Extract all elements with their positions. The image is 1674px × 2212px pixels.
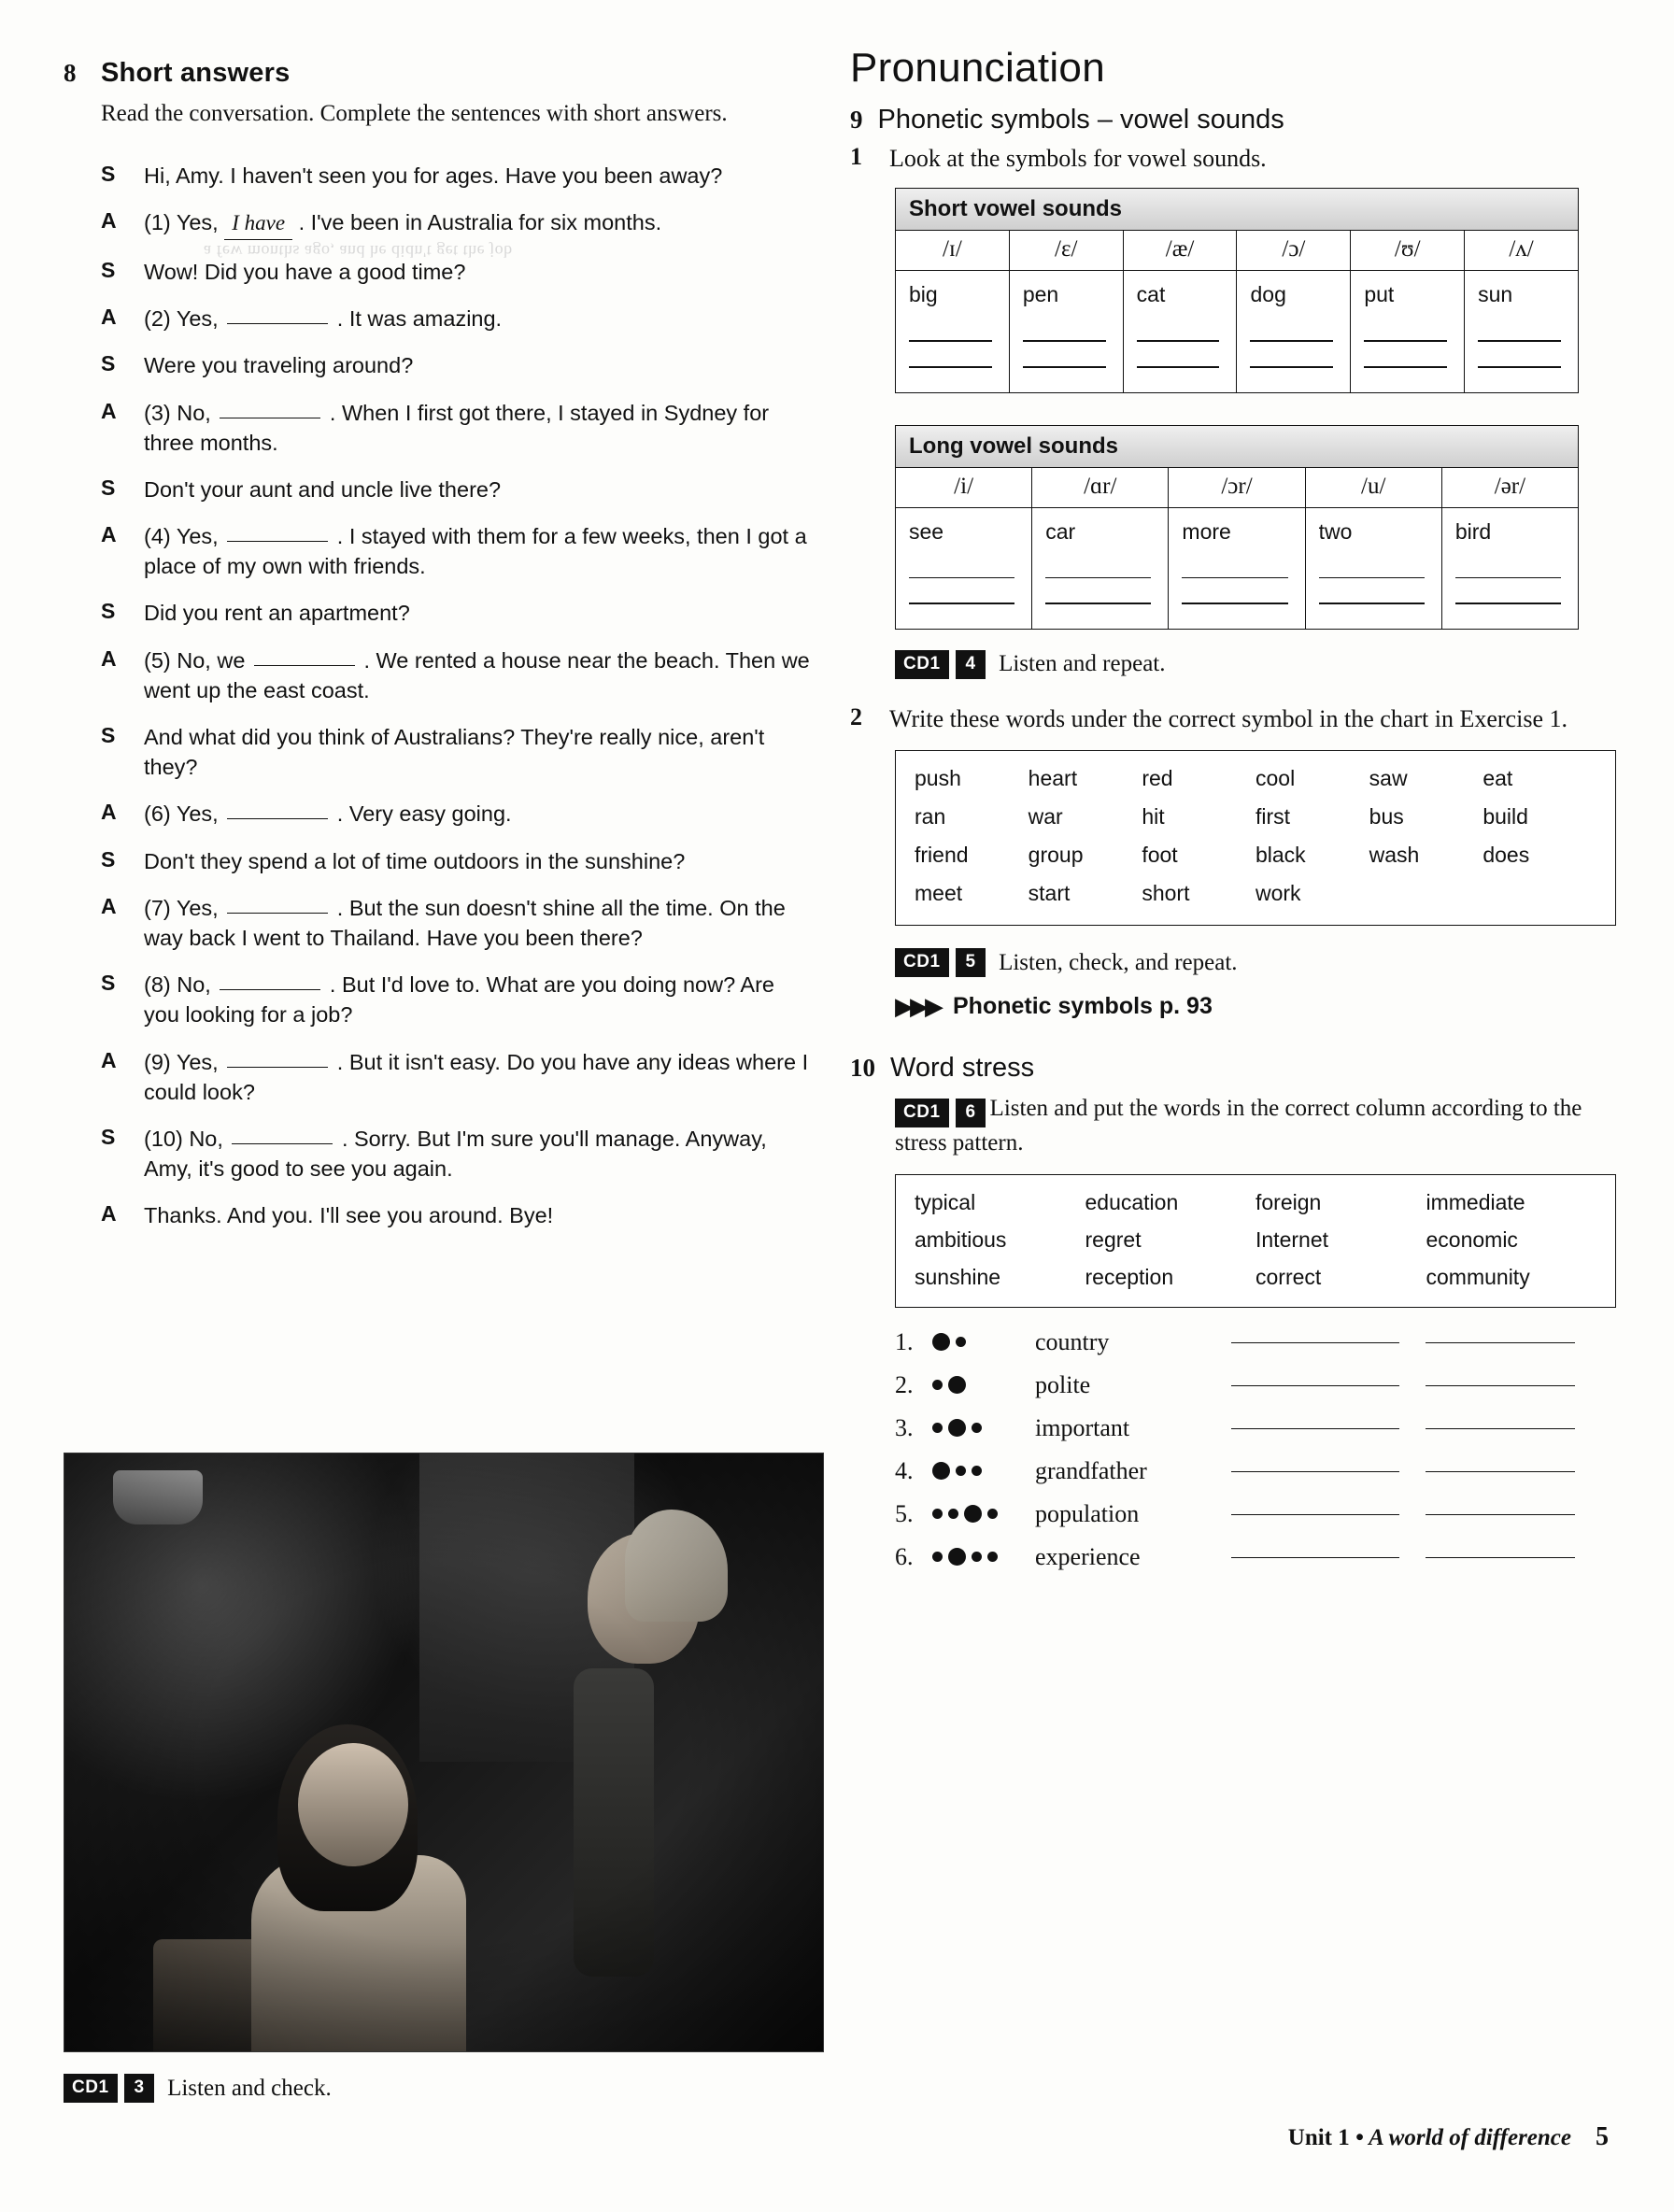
stress-dot-strong	[948, 1548, 966, 1566]
example-word: see	[909, 518, 944, 544]
utterance	[144, 1047, 811, 1107]
word-item[interactable]: sunshine	[915, 1264, 1001, 1289]
word-item[interactable]: first	[1255, 804, 1291, 829]
stress-dot-weak	[972, 1423, 982, 1433]
example-word: population	[1035, 1499, 1140, 1527]
short-vowel-symbol-row	[896, 231, 1578, 391]
exercise-10-instruction-row	[895, 1093, 1597, 1159]
cd-caption-text: Listen and repeat.	[999, 651, 1166, 677]
cd-label: CD1	[895, 650, 949, 679]
exercise-9-title: Phonetic symbols – vowel sounds	[877, 105, 1284, 135]
row-number: 1.	[895, 1327, 914, 1355]
example-word: important	[1035, 1413, 1130, 1441]
dialogue-line	[101, 645, 811, 705]
word-item[interactable]: red	[1142, 766, 1173, 790]
speaker-label: S	[101, 599, 116, 624]
row-number: 4.	[895, 1456, 914, 1484]
cd-badge-5[interactable]	[895, 948, 986, 977]
word-item[interactable]: black	[1255, 843, 1306, 867]
stress-pattern-row	[895, 1543, 1597, 1571]
exercise-8-instruction: Read the conversation. Complete the sentences with short answers.	[101, 101, 728, 126]
item-number: 1	[850, 143, 862, 170]
word-item[interactable]: immediate	[1426, 1189, 1525, 1214]
dialogue-line	[101, 161, 811, 191]
vowel-column[interactable]	[1351, 231, 1465, 391]
word-item[interactable]: eat	[1482, 766, 1513, 790]
speaker-label: A	[101, 398, 117, 423]
answer-line-b[interactable]	[1426, 1470, 1575, 1472]
word-stress-word-bank	[895, 1174, 1616, 1308]
word-item[interactable]: ambitious	[915, 1227, 1007, 1252]
speaker-label: A	[101, 645, 117, 671]
dialogue-line	[101, 257, 811, 287]
phonetic-symbol: /æ/	[1124, 231, 1237, 271]
answer-line-b[interactable]	[1426, 1384, 1575, 1386]
long-vowel-table-heading: Long vowel sounds	[896, 426, 1578, 468]
vowel-column[interactable]	[1124, 231, 1238, 391]
stress-dot-weak	[956, 1337, 966, 1347]
vowel-word-bank	[895, 750, 1616, 926]
utterance	[144, 207, 811, 240]
utterance-pre: (1) Yes,	[144, 210, 219, 235]
speaker-label: S	[101, 971, 116, 996]
speaker-label: A	[101, 522, 117, 547]
exercise-9-item-2	[850, 703, 1597, 735]
word-item[interactable]: economic	[1426, 1227, 1518, 1252]
dialogue-line	[101, 799, 811, 829]
word-item[interactable]: reception	[1085, 1264, 1174, 1289]
utterance-pre: (2) Yes,	[144, 306, 219, 332]
word-item[interactable]: war	[1028, 804, 1063, 829]
write-line[interactable]	[1319, 577, 1425, 579]
example-word: bird	[1454, 518, 1492, 544]
answer-blank-5[interactable]	[254, 664, 355, 666]
word-item[interactable]: saw	[1369, 766, 1408, 790]
item-text: Look at the symbols for vowel sounds.	[889, 145, 1267, 172]
word-item[interactable]: hit	[1142, 804, 1165, 829]
cd-label: CD1	[895, 948, 949, 977]
speaker-label: S	[101, 846, 116, 872]
stress-dots	[932, 1376, 1035, 1394]
utterance-post: . But I'd love to. What are you doing now? Are you looking for a job?	[144, 972, 774, 1028]
cd-listen-and-check	[64, 2074, 332, 2103]
utterance: Don't your aunt and uncle live there?	[144, 476, 502, 502]
dialogue-line	[101, 722, 811, 782]
stress-dots	[932, 1548, 1035, 1566]
stress-dot-strong	[932, 1333, 950, 1351]
example-word: big	[909, 282, 938, 307]
exercise-9-number: 9	[850, 106, 863, 134]
word-item[interactable]: typical	[915, 1189, 976, 1214]
row-number: 6.	[895, 1542, 914, 1570]
utterance-pre: (8) No,	[144, 972, 211, 998]
stress-dots	[932, 1462, 1035, 1480]
write-line[interactable]	[1023, 340, 1106, 342]
stress-dot-strong	[948, 1419, 966, 1437]
speaker-label: A	[101, 1201, 117, 1227]
stress-dot-weak	[972, 1466, 982, 1476]
utterance	[144, 304, 811, 333]
stress-dot-weak	[932, 1509, 943, 1519]
vowel-column[interactable]	[1169, 468, 1305, 629]
photo-vignette	[64, 1453, 823, 2051]
stress-dot-weak	[948, 1509, 958, 1519]
speaker-label: S	[101, 723, 116, 747]
word-item[interactable]: friend	[915, 843, 969, 867]
stress-dot-strong	[948, 1376, 966, 1394]
utterance	[144, 521, 811, 581]
cd-caption-text: Listen, check, and repeat.	[999, 949, 1238, 975]
word-item[interactable]: community	[1426, 1264, 1530, 1289]
dialogue-line	[101, 893, 811, 953]
answer-blank-8[interactable]	[220, 988, 320, 990]
speaker-label: S	[101, 475, 116, 500]
utterance	[144, 398, 811, 458]
short-vowel-table-heading: Short vowel sounds	[896, 189, 1578, 231]
phonetic-symbol: /i/	[896, 468, 1031, 508]
vowel-column[interactable]	[1465, 231, 1578, 391]
word-item[interactable]: wash	[1369, 843, 1420, 867]
speaker-label: A	[101, 305, 117, 330]
cd-badge-6[interactable]	[895, 1099, 986, 1127]
vowel-column[interactable]	[1032, 468, 1169, 629]
row-number: 3.	[895, 1413, 914, 1441]
write-line[interactable]	[1478, 340, 1561, 342]
stress-pattern-row	[895, 1457, 1597, 1485]
cd-badge-4[interactable]	[895, 650, 986, 679]
lesson-photograph	[64, 1453, 824, 2052]
answer-line-a[interactable]	[1231, 1513, 1399, 1515]
answer-line-a[interactable]	[1231, 1384, 1399, 1386]
answer-line-b[interactable]	[1426, 1556, 1575, 1558]
stress-pattern-row	[895, 1414, 1597, 1442]
example-word: dog	[1250, 282, 1286, 307]
vowel-column[interactable]	[1237, 231, 1351, 391]
example-word: more	[1182, 518, 1231, 544]
dialogue-line	[101, 521, 811, 581]
example-word: pen	[1022, 282, 1059, 307]
utterance	[144, 645, 811, 705]
answer-blank-7[interactable]	[227, 912, 328, 914]
word-item[interactable]: foreign	[1256, 1189, 1322, 1214]
utterance: Hi, Amy. I haven't seen you for ages. Have you been away?	[144, 163, 723, 189]
phonetic-symbol: /u/	[1306, 468, 1441, 508]
utterance: Don't they spend a lot of time outdoors in the sunshine?	[144, 848, 686, 873]
long-vowel-table	[895, 425, 1579, 630]
answer-blank-6[interactable]	[227, 817, 328, 819]
speaker-label: S	[101, 162, 116, 187]
dialogue-line	[101, 304, 811, 333]
write-line[interactable]	[1182, 577, 1287, 579]
word-item[interactable]: heart	[1028, 766, 1078, 790]
answer-blank-3[interactable]	[220, 417, 320, 418]
utterance-pre: (10) No,	[144, 1126, 223, 1151]
exercise-10-number: 10	[850, 1054, 875, 1082]
answer-line-a[interactable]	[1231, 1556, 1399, 1558]
write-line[interactable]	[1455, 577, 1561, 579]
answer-blank-9[interactable]	[227, 1066, 328, 1068]
utterance-pre: (6) Yes,	[144, 801, 219, 827]
phonetic-symbol: /ʌ/	[1465, 231, 1578, 271]
utterance	[144, 799, 811, 829]
answer-line-a[interactable]	[1231, 1427, 1399, 1429]
answer-line-b[interactable]	[1426, 1341, 1575, 1343]
word-item[interactable]	[1369, 881, 1483, 906]
vowel-column[interactable]	[1442, 468, 1578, 629]
stress-dots	[932, 1333, 1035, 1351]
stress-pattern-list	[895, 1328, 1597, 1571]
word-item[interactable]: correct	[1256, 1264, 1322, 1289]
word-item[interactable]: build	[1482, 804, 1528, 829]
write-line[interactable]	[1364, 340, 1447, 342]
dialogue-list	[101, 161, 811, 1230]
row-number: 2.	[895, 1370, 914, 1398]
page-footer	[1288, 2122, 1609, 2152]
answer-blank-10[interactable]	[232, 1142, 333, 1144]
row-number: 5.	[895, 1499, 914, 1527]
speaker-label: A	[101, 1047, 117, 1072]
dialogue-line	[101, 846, 811, 876]
word-item[interactable]: regret	[1085, 1227, 1142, 1252]
left-column	[64, 58, 820, 1247]
right-column	[850, 45, 1597, 1586]
exercise-8-number: 8	[64, 59, 77, 87]
utterance-post: . I stayed with them for a few weeks, then I got a place of my own with friends.	[144, 524, 807, 579]
stress-dot-weak	[956, 1466, 966, 1476]
example-word: two	[1318, 518, 1353, 544]
cd-track-number: 5	[956, 948, 986, 977]
utterance: Wow! Did you have a good time?	[144, 259, 466, 284]
utterance	[144, 893, 811, 953]
exercise-10-heading	[850, 1053, 1597, 1084]
dialogue-line	[101, 1047, 811, 1107]
stress-pattern-row	[895, 1371, 1597, 1399]
example-word: country	[1035, 1327, 1110, 1355]
example-word: grandfather	[1035, 1456, 1147, 1484]
word-item[interactable]: bus	[1369, 804, 1404, 829]
exercise-8-heading	[64, 58, 820, 89]
footer-separator: •	[1355, 2125, 1364, 2150]
cd-track-number: 6	[956, 1099, 986, 1127]
dialogue-line	[101, 207, 811, 240]
utterance: Thanks. And you. I'll see you around. Bye!	[144, 1203, 554, 1228]
example-word: polite	[1035, 1370, 1091, 1398]
word-item[interactable]: education	[1085, 1189, 1179, 1214]
bleed-through-text: a few months ago, and he didn't get the job	[204, 242, 513, 261]
example-word: put	[1364, 282, 1395, 307]
dialogue-line	[101, 1124, 811, 1184]
exercise-8-title: Short answers	[101, 58, 291, 88]
answer-line-b[interactable]	[1426, 1427, 1575, 1429]
word-item[interactable]: Internet	[1256, 1227, 1328, 1252]
stress-dot-strong	[964, 1505, 982, 1523]
utterance-post: . Very easy going.	[336, 801, 512, 827]
utterance	[144, 970, 811, 1029]
write-line[interactable]	[1045, 577, 1151, 579]
word-item[interactable]: start	[1028, 881, 1071, 905]
example-word: car	[1045, 518, 1076, 544]
stress-dot-weak	[987, 1509, 998, 1519]
cd-track-number: 3	[124, 2074, 155, 2103]
answer-line-a[interactable]	[1231, 1470, 1399, 1472]
stress-dot-weak	[987, 1552, 998, 1562]
cd-caption-text: Listen and check.	[167, 2075, 332, 2101]
stress-dots	[932, 1419, 1035, 1437]
dialogue-line	[101, 475, 811, 504]
word-grid	[915, 766, 1596, 906]
exercise-9-heading	[850, 105, 1597, 135]
short-vowel-table	[895, 188, 1579, 392]
footer-unit-title	[1288, 2125, 1571, 2151]
cd-listen-check-repeat	[895, 948, 1597, 977]
write-line[interactable]	[1137, 340, 1220, 342]
dialogue-line	[101, 398, 811, 458]
utterance-post: . We rented a house near the beach. Then we went up the east coast.	[144, 647, 810, 702]
word-item[interactable]: group	[1028, 843, 1084, 867]
word-item[interactable]	[1482, 881, 1596, 906]
answer-filled-1[interactable]: I have	[224, 208, 292, 240]
utterance: And what did you think of Australians? They're really nice, aren't they?	[144, 725, 765, 780]
speaker-label: S	[101, 1124, 116, 1149]
example-word: sun	[1478, 282, 1513, 307]
word-item[interactable]: foot	[1142, 843, 1178, 867]
dialogue-line	[101, 970, 811, 1029]
dialogue-line	[101, 598, 811, 628]
utterance-post: . But the sun doesn't shine all the time. On the way back I went to Thailand. Have you been there?	[144, 895, 786, 950]
exercise-10-title: Word stress	[890, 1053, 1035, 1083]
vowel-column[interactable]	[1306, 468, 1442, 629]
utterance-post: . When I first got there, I stayed in Sydney for three months.	[144, 400, 770, 455]
footer-title: A world of difference	[1369, 2125, 1571, 2150]
phonetic-symbol: /ɑr/	[1032, 468, 1168, 508]
answer-blank-2[interactable]	[227, 322, 328, 324]
page-section-title: Pronunciation	[850, 45, 1105, 91]
word-item[interactable]: work	[1255, 881, 1301, 905]
utterance-pre: (9) Yes,	[144, 1049, 219, 1074]
phonetic-symbol: /ɛ/	[1010, 231, 1123, 271]
stress-pattern-row	[895, 1328, 1597, 1356]
utterance: Did you rent an apartment?	[144, 601, 410, 626]
cd-badge-3[interactable]	[64, 2074, 154, 2103]
word-item[interactable]: does	[1482, 843, 1530, 867]
utterance-pre: (4) Yes,	[144, 524, 219, 549]
utterance: Were you traveling around?	[144, 353, 414, 378]
word-item[interactable]: push	[915, 766, 961, 790]
double-arrow-icon: ▶▶▶	[895, 992, 940, 1020]
stress-dot-weak	[932, 1423, 943, 1433]
phonetic-symbol: /ɪ/	[896, 231, 1009, 271]
speaker-label: S	[101, 257, 116, 282]
answer-blank-4[interactable]	[227, 540, 328, 542]
cross-reference-link[interactable]	[895, 992, 1597, 1021]
utterance	[144, 1124, 811, 1184]
utterance-post: . Sorry. But I'm sure you'll manage. Anyway, Amy, it's good to see you again.	[144, 1126, 767, 1182]
word-item[interactable]: short	[1142, 881, 1190, 905]
write-line[interactable]	[1250, 340, 1333, 342]
dialogue-line	[101, 350, 811, 380]
speaker-label: A	[101, 800, 117, 825]
phonetic-symbol: /ʊ/	[1351, 231, 1464, 271]
vowel-column[interactable]	[896, 468, 1032, 629]
answer-line-b[interactable]	[1426, 1513, 1575, 1515]
example-word: experience	[1035, 1542, 1141, 1570]
write-line[interactable]	[909, 340, 992, 342]
cd-track-number: 4	[956, 650, 986, 679]
exercise-9-item-1	[850, 143, 1597, 175]
speaker-label: A	[101, 893, 117, 918]
phonetic-symbol: /ɔr/	[1169, 468, 1304, 508]
cross-reference-text: Phonetic symbols p. 93	[953, 993, 1213, 1019]
utterance-pre: (3) No,	[144, 400, 211, 425]
utterance-pre: (7) Yes,	[144, 895, 219, 920]
cd-listen-and-repeat	[895, 650, 1597, 679]
example-word: cat	[1136, 282, 1166, 307]
dialogue-line	[101, 1200, 811, 1230]
utterance-post: . I've been in Australia for six months.	[298, 210, 662, 235]
stress-dot-weak	[932, 1552, 943, 1562]
phonetic-symbol: /ər/	[1442, 468, 1578, 508]
stress-dot-weak	[972, 1552, 982, 1562]
utterance-post: . It was amazing.	[336, 306, 503, 332]
vowel-column[interactable]	[896, 231, 1010, 391]
long-vowel-symbol-row	[896, 468, 1578, 629]
speaker-label: S	[101, 351, 116, 376]
write-line[interactable]	[909, 577, 1014, 579]
stress-dot-strong	[932, 1462, 950, 1480]
phonetic-symbol: /ɔ/	[1237, 231, 1350, 271]
page-number: 5	[1596, 2122, 1609, 2151]
word-item[interactable]: ran	[915, 804, 946, 829]
speaker-label: A	[101, 208, 117, 234]
utterance-pre: (5) No, we	[144, 647, 246, 673]
stress-dot-weak	[932, 1380, 943, 1390]
stress-word-grid	[915, 1190, 1596, 1290]
word-item[interactable]: meet	[915, 881, 963, 905]
footer-unit: Unit 1	[1287, 2125, 1350, 2150]
cd-caption-text: Listen and put the words in the correct column according to the stress pattern.	[895, 1096, 1582, 1156]
vowel-column[interactable]	[1010, 231, 1124, 391]
stress-dots	[932, 1505, 1035, 1523]
answer-line-a[interactable]	[1231, 1341, 1399, 1343]
item-text: Write these words under the correct symbol in the chart in Exercise 1.	[889, 704, 1568, 732]
stress-pattern-row	[895, 1500, 1597, 1528]
cd-label: CD1	[64, 2074, 118, 2103]
item-number: 2	[850, 702, 862, 730]
cd-label: CD1	[895, 1099, 949, 1127]
word-item[interactable]: cool	[1255, 766, 1296, 790]
utterance-post: . But it isn't easy. Do you have any ideas where I could look?	[144, 1049, 809, 1104]
